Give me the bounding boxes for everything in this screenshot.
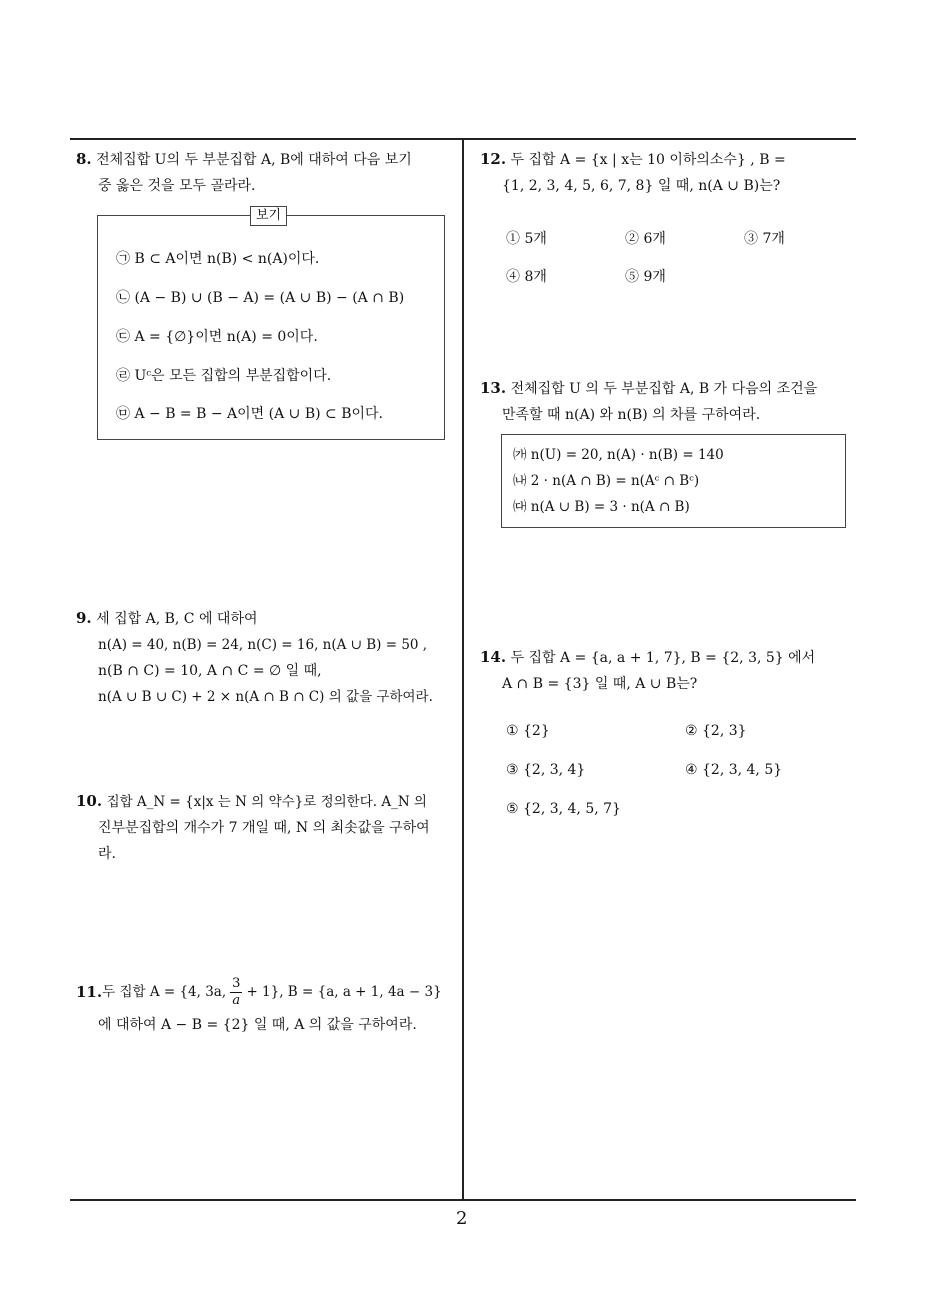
column-divider [462, 138, 464, 1200]
choice-4[interactable]: ④ 8개 [506, 269, 547, 285]
question-text: 전체집합 U의 두 부분집합 A, B에 대하여 다음 보기 [96, 152, 412, 168]
example-item-3: ㉢ A = {∅}이면 n(A) = 0이다. [116, 329, 318, 345]
question-text: 만족할 때 n(A) 와 n(B) 의 차를 구하여라. [502, 407, 761, 423]
example-box-title: 보기 [250, 206, 287, 226]
choice-3[interactable]: ③ 7개 [744, 231, 785, 247]
fraction [230, 976, 242, 1009]
question-8-line1 [76, 146, 462, 173]
choice-5[interactable]: ⑤ 9개 [625, 269, 666, 285]
question-text: 두 집합 A = {4, 3a, [102, 984, 227, 1000]
example-box [97, 208, 445, 440]
choice-4[interactable]: ④ {2, 3, 4, 5} [685, 762, 783, 778]
question-11 [76, 972, 462, 1038]
question-10 [76, 788, 462, 867]
question-text: n(A ∪ B ∪ C) + 2 × n(A ∩ B ∩ C) 의 값을 구하여라. [98, 689, 433, 705]
question-number: 9. [76, 609, 92, 627]
choice-1[interactable]: ① 5개 [506, 231, 547, 247]
bottom-rule [70, 1199, 856, 1201]
choice-3[interactable]: ③ {2, 3, 4} [506, 762, 586, 778]
choice-2[interactable]: ② 6개 [625, 231, 666, 247]
question-number: 14. [480, 648, 507, 666]
question-text: 전체집합 U 의 두 부분집합 A, B 가 다음의 조건을 [510, 381, 818, 397]
choice-1[interactable]: ① {2} [506, 723, 550, 739]
condition-box [501, 434, 846, 528]
question-12 [480, 146, 860, 199]
question-text: 집합 A_N = {x|x 는 N 의 약수}로 정의한다. A_N 의 [106, 794, 427, 810]
fraction-numerator: 3 [232, 975, 241, 991]
question-text: + 1}, B = {a, a + 1, 4a − 3} [246, 984, 442, 1000]
question-text: A ∩ B = {3} 일 때, A ∪ B는? [502, 676, 698, 692]
question-number: 11. [76, 983, 103, 1001]
question-number: 10. [76, 792, 103, 810]
question-number: 12. [480, 150, 507, 168]
page-number: 2 [456, 1208, 468, 1229]
condition-da: ㈐ n(A ∪ B) = 3 · n(A ∩ B) [513, 499, 690, 515]
question-text: 두 집합 A = {x | x는 10 이하의소수} , B = [510, 152, 786, 168]
question-9 [76, 605, 462, 710]
question-number: 13. [480, 379, 507, 397]
choice-2[interactable]: ② {2, 3} [685, 723, 747, 739]
example-item-2: ㉡ (A − B) ∪ (B − A) = (A ∪ B) − (A ∩ B) [116, 290, 405, 306]
condition-ga: ㈎ n(U) = 20, n(A) · n(B) = 140 [513, 447, 724, 463]
example-item-1: ㉠ B ⊂ A이면 n(B) < n(A)이다. [116, 251, 320, 267]
question-text: 중 옳은 것을 모두 골라라. [98, 178, 256, 194]
example-item-4: ㉣ Uᶜ은 모든 집합의 부분집합이다. [116, 368, 332, 384]
example-item-5: ㉤ A − B = B − A이면 (A ∪ B) ⊂ B이다. [116, 406, 384, 422]
question-8 [76, 146, 462, 199]
question-text: 진부분집합의 개수가 7 개일 때, N 의 최솟값을 구하여 [98, 820, 430, 836]
question-text: n(A) = 40, n(B) = 24, n(C) = 16, n(A ∪ B) = 50 , [98, 637, 428, 653]
question-text: 라. [98, 846, 116, 862]
question-text: 에 대하여 A − B = {2} 일 때, A 의 값을 구하여라. [98, 1017, 417, 1033]
question-13 [480, 375, 862, 428]
question-14 [480, 644, 862, 697]
condition-na: ㈏ 2 · n(A ∩ B) = n(Aᶜ ∩ Bᶜ) [513, 473, 700, 489]
question-text: 세 집합 A, B, C 에 대하여 [96, 611, 258, 627]
question-text: n(B ∩ C) = 10, A ∩ C = ∅ 일 때, [98, 663, 322, 679]
question-number: 8. [76, 150, 92, 168]
question-text: 두 집합 A = {a, a + 1, 7}, B = {2, 3, 5} 에서 [510, 650, 816, 666]
question-text: {1, 2, 3, 4, 5, 6, 7, 8} 일 때, n(A ∪ B)는? [502, 178, 781, 194]
fraction-denominator: a [232, 992, 241, 1008]
choice-5[interactable]: ⑤ {2, 3, 4, 5, 7} [506, 801, 621, 817]
